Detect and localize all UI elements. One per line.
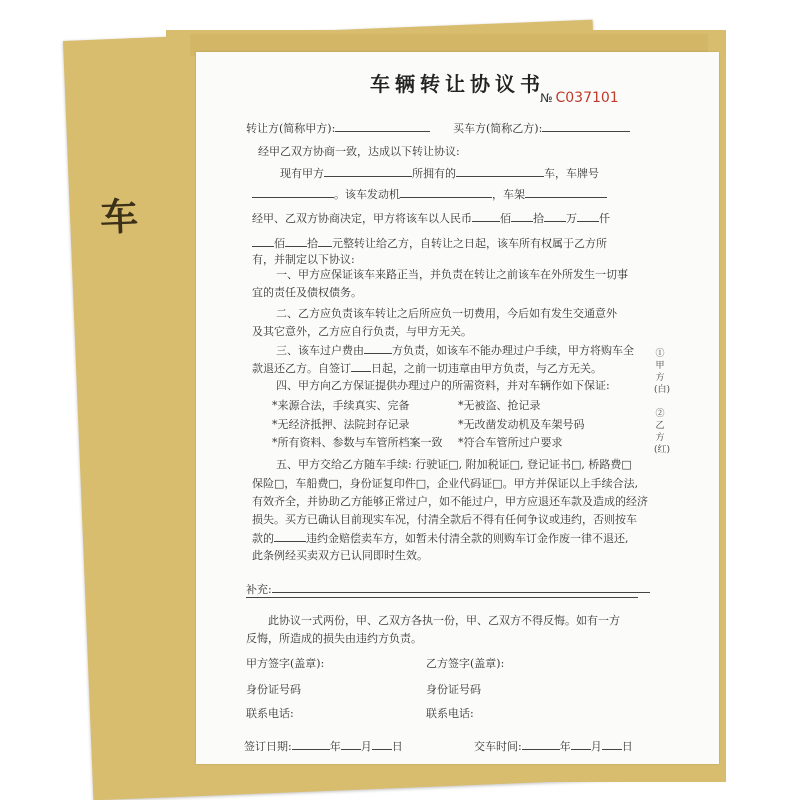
unit-shi: 拾 bbox=[533, 212, 544, 225]
supplement-line-2[interactable] bbox=[246, 597, 638, 598]
supplement-field[interactable] bbox=[272, 580, 650, 593]
transfer-fee-party-field[interactable] bbox=[364, 341, 392, 354]
sign-date-label: 签订日期: bbox=[244, 740, 292, 753]
supplement-label: 补充: bbox=[246, 583, 272, 596]
guarantee-item: *所有资料、参数与车管所档案一致 bbox=[272, 436, 443, 449]
signing-day-field[interactable] bbox=[351, 359, 371, 372]
sign-month-field[interactable] bbox=[341, 737, 361, 750]
clause-3-line-1 bbox=[276, 341, 634, 360]
plate-number-field[interactable] bbox=[252, 185, 334, 198]
seller-field[interactable] bbox=[335, 119, 430, 132]
price-yuan-field[interactable] bbox=[318, 234, 332, 247]
price-row-3: 有，并制定以下协议: bbox=[252, 253, 355, 266]
document-title: 车辆转让协议书 bbox=[370, 72, 545, 96]
closing-line-2: 反悔，所造成的损失由违约方负责。 bbox=[246, 632, 422, 645]
delivery-year-field[interactable] bbox=[522, 737, 560, 750]
delivery-month-field[interactable] bbox=[571, 737, 591, 750]
transfer-text: 元整转让给乙方，自转让之日起，该车所有权属于乙方所 bbox=[332, 237, 607, 250]
delivery-day-field[interactable] bbox=[602, 737, 622, 750]
unit-shi-2: 拾 bbox=[307, 237, 318, 250]
clause-5-line-5 bbox=[252, 529, 629, 548]
sign-year-field[interactable] bbox=[292, 737, 330, 750]
unit-bai-2: 佰 bbox=[274, 237, 285, 250]
clause-3-line-2 bbox=[252, 359, 602, 378]
party-a-signature-label[interactable]: 甲方签字(盖章): bbox=[246, 657, 325, 670]
clause-5-line-3: 有效齐全，并协助乙方能够正常过户，如不能过户，甲方应退还车款及造成的经济 bbox=[252, 495, 648, 508]
guarantee-item: *无经济抵押、法院封存记录 bbox=[272, 418, 410, 431]
guarantee-item: *符合车管所过户要求 bbox=[458, 436, 563, 449]
owned-pre: 现有甲方 bbox=[280, 167, 324, 180]
clause-2-line-2: 及其它意外，乙方应自行负责，与甲方无关。 bbox=[252, 325, 472, 338]
clause-1-line-2: 宜的责任及债权债务。 bbox=[252, 286, 362, 299]
party-b-signature-label[interactable]: 乙方签字(盖章): bbox=[426, 657, 505, 670]
day-label: 日 bbox=[621, 740, 633, 753]
price-qian2-field[interactable] bbox=[252, 234, 274, 247]
frame-label: ，车架 bbox=[492, 188, 525, 201]
owner-name-field[interactable] bbox=[324, 164, 412, 177]
vehicle-model-field[interactable] bbox=[456, 164, 544, 177]
seller-row bbox=[246, 119, 430, 138]
back-cover-glyph: 车 bbox=[99, 194, 140, 240]
buyer-label: 买车方(简称乙方): bbox=[453, 122, 543, 135]
day-label: 日 bbox=[391, 740, 403, 753]
guarantee-item: *来源合法，手续真实、完备 bbox=[272, 399, 410, 412]
clause-5-line5-pre: 款的 bbox=[252, 532, 274, 545]
owner-row bbox=[280, 164, 599, 183]
price-text: 经甲、乙双方协商决定，甲方将该车以人民币 bbox=[252, 212, 472, 225]
unit-bai: 佰 bbox=[500, 212, 511, 225]
clause-5-line-4: 损失。买方已确认目前现实车况，付清全款后不得有任何争议或违约，否则按车 bbox=[252, 513, 637, 526]
price-hundreds-field[interactable] bbox=[472, 209, 500, 222]
clause-5-line5-post: 违约金赔偿卖车方，如暂未付清全款的则购车订金作废一律不退还, bbox=[306, 532, 629, 545]
price-qian-field[interactable] bbox=[577, 209, 599, 222]
party-b-id-label[interactable]: 身份证号码 bbox=[426, 683, 481, 696]
serial-number bbox=[540, 89, 619, 107]
copy-note-red: ②乙方(红) bbox=[654, 409, 671, 455]
consensus-text: 经甲乙双方协商一致，达成以下转让协议: bbox=[258, 145, 460, 158]
clause-3-line2-post: 日起，之前一切违章由甲方负责，与乙方无关。 bbox=[371, 362, 602, 375]
owned-car: 车，车牌号 bbox=[544, 167, 599, 180]
party-a-phone-label[interactable]: 联系电话: bbox=[246, 707, 294, 720]
buyer-field[interactable] bbox=[542, 119, 630, 132]
party-a-id-label[interactable]: 身份证号码 bbox=[246, 683, 301, 696]
delivery-time-row bbox=[474, 737, 633, 756]
engine-label: 。该车发动机 bbox=[334, 188, 400, 201]
price-bai2-field[interactable] bbox=[285, 234, 307, 247]
agreement-sheet bbox=[196, 52, 719, 764]
clause-2-line-1: 二、乙方应负责该车转让之后所应负一切费用，今后如有发生交通意外 bbox=[276, 307, 617, 320]
price-tens-field[interactable] bbox=[511, 209, 533, 222]
delivery-time-label: 交车时间: bbox=[474, 740, 522, 753]
clause-5-line-2: 保险□，车船费□，身份证复印件□，企业代码证□。甲方并保证以上手续合法, bbox=[252, 477, 639, 490]
penalty-amount-field[interactable] bbox=[274, 529, 306, 542]
year-label: 年 bbox=[559, 740, 571, 753]
guarantee-item: *无被盗、抢记录 bbox=[458, 399, 541, 412]
clause-4: 四、甲方向乙方保证提供办理过户的所需资料，并对车辆作如下保证: bbox=[276, 379, 610, 392]
engine-row bbox=[252, 185, 607, 204]
unit-wan: 万 bbox=[566, 212, 577, 225]
price-wan-field[interactable] bbox=[544, 209, 566, 222]
year-label: 年 bbox=[329, 740, 341, 753]
copy-note-white: ①甲方(白) bbox=[654, 349, 671, 395]
month-label: 月 bbox=[360, 740, 372, 753]
clause-5-line-6: 此条例经买卖双方已认同即时生效。 bbox=[252, 549, 428, 562]
clause-3-line2-pre: 款退还乙方。自签订 bbox=[252, 362, 351, 375]
price-row-1 bbox=[252, 209, 610, 228]
month-label: 月 bbox=[590, 740, 602, 753]
clause-1-line-1: 一、甲方应保证该车来路正当，并负责在转让之前该车在外所发生一切事 bbox=[276, 268, 628, 281]
clause-5-line-1: 五、甲方交给乙方随车手续: 行驶证□, 附加税证□, 登记证书□, 桥路费□ bbox=[276, 458, 632, 471]
closing-line-1: 此协议一式两份，甲、乙双方各执一份，甲、乙双方不得反悔。如有一方 bbox=[268, 614, 620, 627]
serial-value: C037101 bbox=[555, 90, 619, 106]
clause-3-pre: 三、该车过户费由 bbox=[276, 344, 364, 357]
frame-number-field[interactable] bbox=[525, 185, 607, 198]
engine-number-field[interactable] bbox=[400, 185, 492, 198]
buyer-row bbox=[453, 119, 630, 138]
seller-label: 转让方(简称甲方): bbox=[246, 122, 336, 135]
guarantee-item: *无改凿发动机及车架号码 bbox=[458, 418, 585, 431]
clause-3-post: 方负责，如该车不能办理过户手续，甲方将购车全 bbox=[392, 344, 634, 357]
unit-qian: 仟 bbox=[599, 212, 610, 225]
sign-day-field[interactable] bbox=[372, 737, 392, 750]
owned-mid: 所拥有的 bbox=[412, 167, 456, 180]
party-b-phone-label[interactable]: 联系电话: bbox=[426, 707, 474, 720]
sign-date-row bbox=[244, 737, 403, 756]
serial-prefix: № bbox=[540, 91, 553, 105]
